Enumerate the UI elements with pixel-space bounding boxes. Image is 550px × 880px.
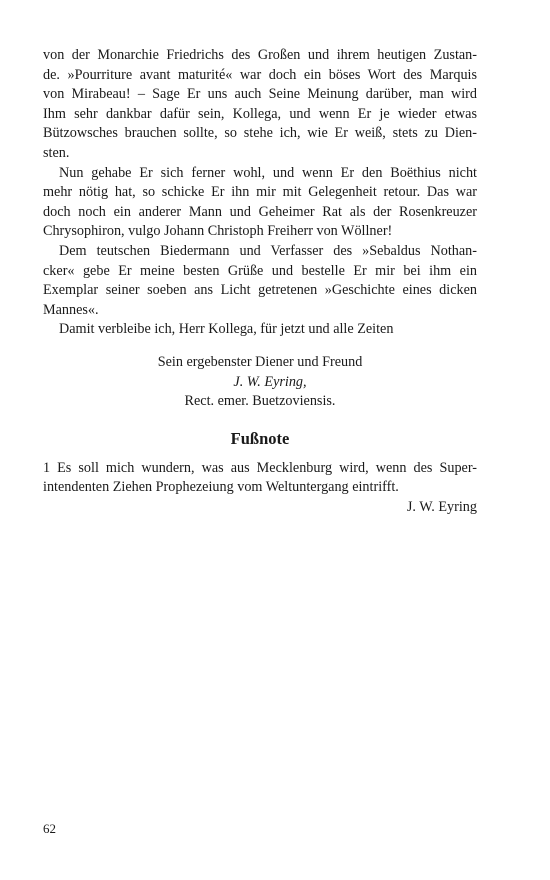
closing-title: Rect. emer. Buetzoviensis. — [184, 393, 336, 410]
text-line: de. »Pourriture avant maturité« war doch ein böses Wort des Marquis — [43, 66, 477, 83]
page-number: 62 — [43, 821, 56, 836]
footnote — [43, 459, 477, 518]
text-line: Chrysophiron, vulgo Johann Christoph Freiherr von Wöllner! — [43, 223, 393, 240]
text-line: von der Monarchie Friedrichs des Großen und ihrem heutigen Zustan- — [43, 47, 477, 63]
text-line: cker« gebe Er meine besten Grüße und bestelle Er mir bei ihm ein — [43, 262, 477, 279]
footnote-heading: Fußnote — [230, 428, 290, 448]
text-line: Exemplar seiner soeben ans Licht getretenen »Geschichte eines dicken — [43, 282, 477, 299]
text-line: Bützowsches brauchen sollte, so stehe ich, wie Er weiß, stets zu Dien- — [43, 125, 477, 142]
footnote-line: 1 Es soll mich wundern, was aus Mecklenburg wird, wenn des Super- — [43, 459, 477, 476]
text-line: Mannes«. — [43, 301, 99, 318]
text-line: Ihm sehr dankbar dafür sein, Kollega, und wenn Er je wieder etwas — [43, 105, 477, 122]
text-line: doch noch ein anderer Mann und Geheimer Rat als der Rosenkreuzer — [43, 203, 477, 220]
text-line: von Mirabeau! – Sage Er uns auch Seine Meinung darüber, man wird — [43, 86, 477, 103]
text-line: Dem teutschen Biedermann und Verfasser des »Sebaldus Nothan- — [59, 242, 477, 259]
letter-text — [43, 46, 477, 340]
closing-line: Sein ergebenster Diener und Freund — [157, 353, 363, 370]
closing-signature: J. W. Eyring, — [233, 373, 307, 390]
text-line: sten. — [43, 144, 70, 161]
footnote-signature: J. W. Eyring — [406, 498, 477, 515]
letter-closing — [43, 353, 477, 412]
footnote-line: intendenten Ziehen Prophezeiung vom Weltuntergang eintrifft. — [43, 479, 399, 496]
text-line: mehr nötig hat, so schicke Er ihn mir mit Gelegenheit retour. Das war — [43, 184, 477, 201]
page-body — [43, 46, 477, 517]
text-line: Nun gehabe Er sich ferner wohl, und wenn Er den Boëthius nicht — [59, 164, 477, 181]
text-line: Damit verbleibe ich, Herr Kollega, für jetzt und alle Zeiten — [59, 321, 394, 338]
